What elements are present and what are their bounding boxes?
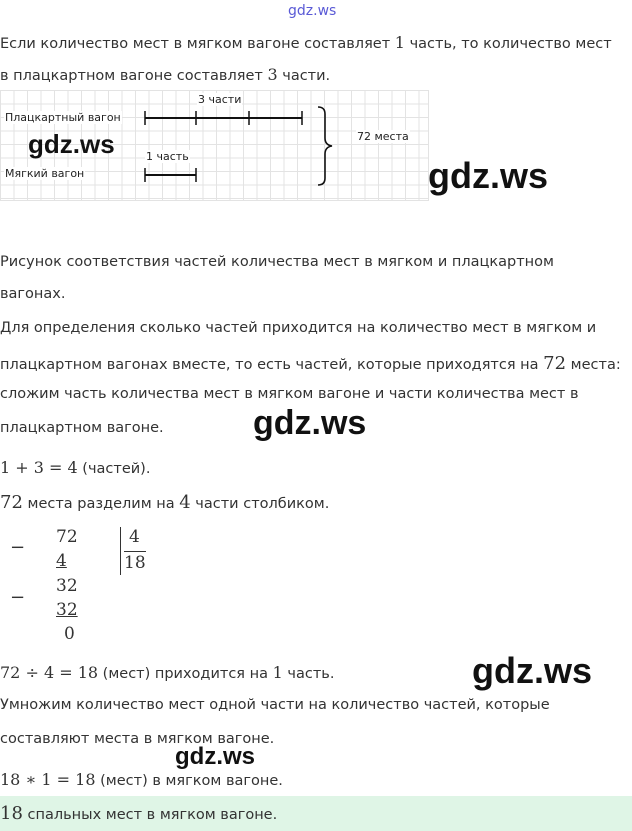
intro-text: часть, то количество мест: [404, 36, 612, 52]
quotient: 18: [124, 553, 146, 573]
intro-text: в плацкартном вагоне составляет: [0, 68, 268, 84]
division-intro-text: места разделим на: [22, 496, 180, 512]
result-text: часть.: [282, 666, 335, 682]
division-intro-number: 4: [179, 492, 191, 513]
divisor: 4: [129, 527, 140, 547]
watermark: gdz.ws: [472, 650, 593, 691]
explanation-number: 72: [543, 353, 567, 374]
sum-line: [0, 458, 150, 477]
label-soft-car: Мягкий вагон: [5, 167, 85, 180]
dividend: 72: [56, 527, 78, 547]
watermark: gdz.ws: [28, 129, 115, 159]
answer-box: [0, 796, 632, 831]
watermark: gdz.ws: [428, 155, 549, 196]
multiply-line: Умножим количество мест одной части на количество частей, которые: [0, 697, 550, 713]
division-bar-horizontal: [124, 551, 146, 552]
division-intro-number: 72: [0, 492, 23, 513]
division-intro-text: части столбиком.: [190, 496, 330, 512]
minus-sign: −: [10, 587, 26, 608]
result-number: 1: [272, 663, 283, 682]
intro-line-2: [0, 65, 330, 84]
explanation-text: места:: [566, 357, 621, 373]
sum-expression: 1 + 3 = 4: [0, 458, 78, 477]
explanation-line: [0, 353, 621, 374]
intro-text: части.: [277, 68, 331, 84]
explanation-line: вагонах.: [0, 286, 66, 302]
remainder-2: 0: [64, 624, 75, 644]
explanation-text: плацкартном вагонах вместе, то есть частей, которые приходятся на: [0, 357, 544, 373]
label-platskart: Плацкартный вагон: [5, 111, 121, 124]
answer-number: 18: [0, 803, 23, 824]
subtrahend-1: 4: [56, 551, 67, 571]
subtrahend-2: 32: [56, 600, 78, 620]
answer-text: спальных мест в мягком вагоне.: [22, 807, 278, 823]
result-text: (мест) приходится на: [98, 666, 273, 682]
explanation-line: Для определения сколько частей приходится на количество мест в мягком и: [0, 320, 597, 336]
label-3-parts: 3 части: [198, 93, 242, 106]
watermark: gdz.ws: [175, 743, 256, 770]
intro-line-1: [0, 33, 612, 52]
explanation-line: Рисунок соответствия частей количества мест в мягком и плацкартном: [0, 254, 554, 270]
label-1-part: 1 часть: [146, 150, 189, 163]
explanation-line: сложим часть количества мест в мягком вагоне и части количества мест в: [0, 386, 579, 402]
sum-unit: (частей).: [77, 461, 151, 477]
multiply-line: составляют места в мягком вагоне.: [0, 731, 275, 747]
result-line-1: [0, 663, 334, 682]
result-expression: 72 ÷ 4 = 18: [0, 663, 99, 682]
remainder-1: 32: [56, 576, 78, 596]
division-intro: [0, 492, 329, 513]
result-text: (мест) в мягком вагоне.: [95, 773, 283, 789]
result-line-2: [0, 770, 283, 789]
explanation-line: плацкартном вагоне.: [0, 420, 164, 436]
intro-text: Если количество мест в мягком вагоне составляет: [0, 36, 395, 52]
intro-number: 3: [267, 65, 278, 84]
minus-sign: −: [10, 537, 26, 558]
label-total: 72 места: [357, 130, 409, 143]
intro-number: 1: [394, 33, 405, 52]
answer-line: [0, 803, 277, 824]
watermark: gdz.ws: [253, 404, 367, 442]
result-expression: 18 ∗ 1 = 18: [0, 770, 96, 789]
watermark-top: gdz.ws: [288, 3, 337, 19]
division-bar-vertical: [120, 527, 121, 575]
